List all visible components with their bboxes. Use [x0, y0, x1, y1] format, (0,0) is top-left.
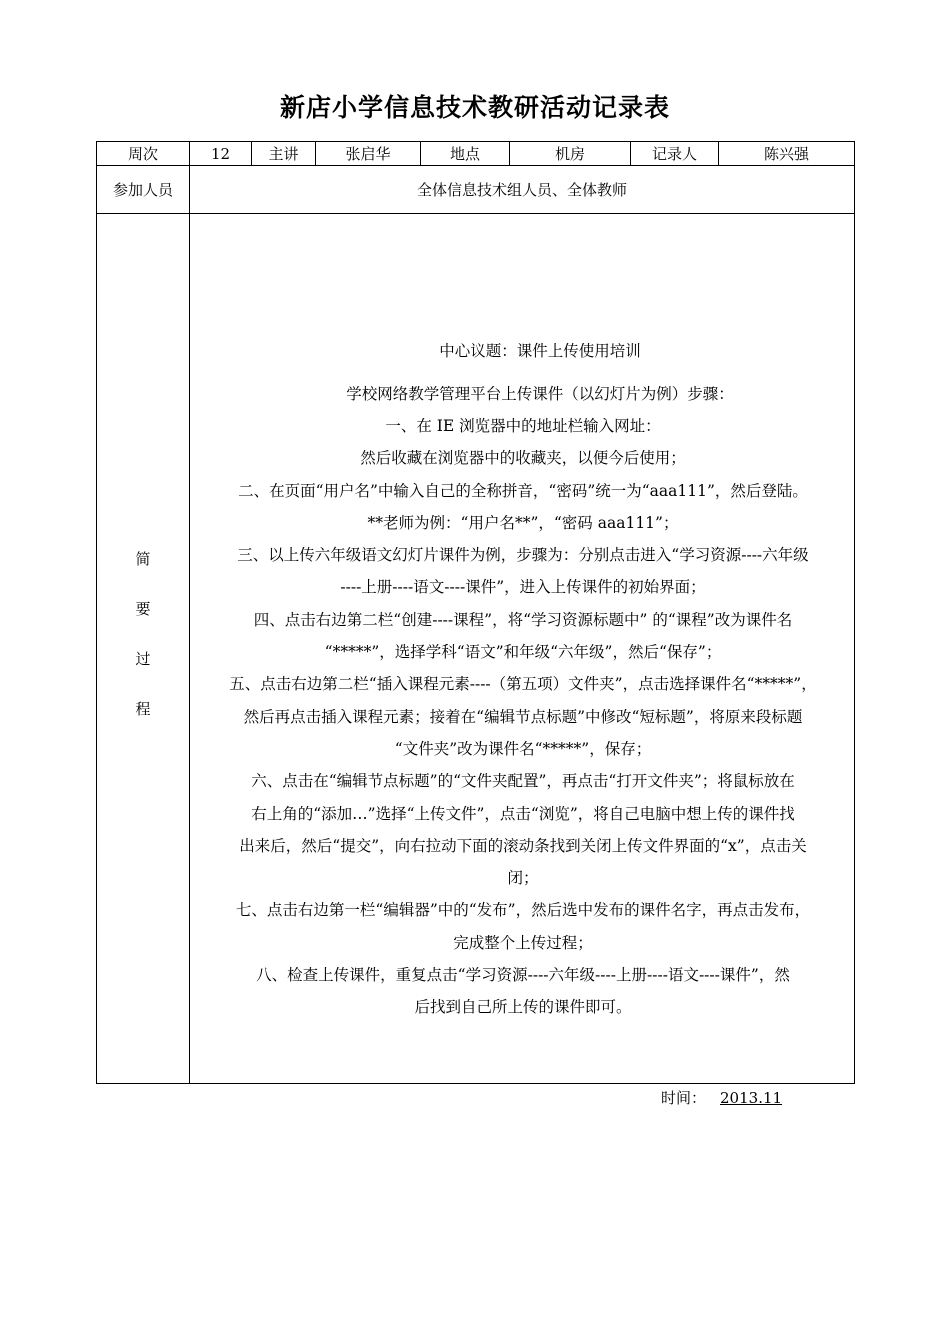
- info-row: [97, 142, 855, 166]
- step-line: 出来后，然后“提交”，向右拉动下面的滚动条找到关闭上传文件界面的“x”，点击关: [239, 836, 807, 855]
- step-line: 然后收藏在浏览器中的收藏夹，以便今后使用；: [360, 449, 686, 468]
- step-line: 八、检查上传课件，重复点击“学习资源----六年级----上册----语文----课件”，然: [256, 966, 790, 985]
- process-label-char: 简: [135, 549, 151, 568]
- step-line: 闭；: [507, 869, 539, 888]
- step-line: 五、点击右边第二栏“插入课程元素----（第五项）文件夹”，点击选择课件名“*****”，: [229, 675, 817, 694]
- participants-label: 参加人员: [97, 166, 190, 214]
- step-lines: [200, 410, 846, 1024]
- time-value: 2013.11: [720, 1089, 783, 1107]
- step-line: “文件夹”改为课件名“*****”，保存；: [394, 739, 652, 758]
- intro-line: 学校网络教学管理平台上传课件（以幻灯片为例）步骤：: [346, 384, 734, 403]
- time-label: 时间：: [661, 1089, 707, 1107]
- recorder-label: 记录人: [631, 142, 719, 166]
- step-line: 后找到自己所上传的课件即可。: [414, 998, 632, 1017]
- recorder-value: 陈兴强: [719, 142, 855, 166]
- page-title: 新店小学信息技术教研活动记录表: [279, 93, 670, 122]
- step-line: 右上角的“添加…”选择“上传文件”，点击“浏览”，将自己电脑中想上传的课件找: [251, 804, 795, 823]
- participants-row: [97, 166, 855, 214]
- speaker-value: 张启华: [316, 142, 421, 166]
- place-label: 地点: [421, 142, 510, 166]
- step-line: 完成整个上传过程；: [453, 933, 593, 952]
- process-label-char: 要: [135, 599, 151, 618]
- step-line: 六、点击在“编辑节点标题”的“文件夹配置”，再点击“打开文件夹”；将鼠标放在: [251, 772, 795, 791]
- step-line: 四、点击右边第二栏“创建----课程”，将“学习资源标题中” 的“课程”改为课件名: [253, 610, 793, 629]
- step-line: 然后再点击插入课程元素；接着在“编辑节点标题”中修改“短标题”，将原来段标题: [243, 707, 803, 726]
- place-value: 机房: [510, 142, 631, 166]
- record-time: [661, 1087, 788, 1108]
- process-label-char: 程: [135, 699, 151, 718]
- process-content: [190, 273, 854, 1023]
- process-row: [97, 214, 855, 1084]
- step-line: “*****”，选择学科“语文”和年级“六年级”，然后“保存”；: [324, 643, 722, 662]
- speaker-label: 主讲: [252, 142, 316, 166]
- week-value: 12: [190, 142, 252, 166]
- step-line: 七、点击右边第一栏“编辑器”中的“发布”，然后选中发布的课件名字，再点击发布，: [235, 901, 811, 920]
- process-content-cell: [190, 214, 855, 1084]
- topic-line: 中心议题：课件上传使用培训: [439, 342, 641, 361]
- record-table: [96, 141, 855, 1084]
- process-label: [97, 214, 190, 1084]
- step-line: ----上册----语文----课件”，进入上传课件的初始界面；: [340, 578, 706, 597]
- week-label: 周次: [97, 142, 190, 166]
- step-line: **老师为例：“用户名**”，“密码 aaa111”；: [367, 513, 679, 532]
- process-label-char: 过: [135, 649, 151, 668]
- step-line: 三、以上传六年级语文幻灯片课件为例，步骤为：分别点击进入“学习资源----六年级: [237, 546, 809, 565]
- participants-value: 全体信息技术组人员、全体教师: [190, 166, 855, 214]
- step-line: 一、在 IE 浏览器中的地址栏输入网址：: [385, 416, 661, 435]
- step-line: 二、在页面“用户名”中输入自己的全称拼音，“密码”统一为“aaa111”，然后登陆。: [238, 481, 808, 500]
